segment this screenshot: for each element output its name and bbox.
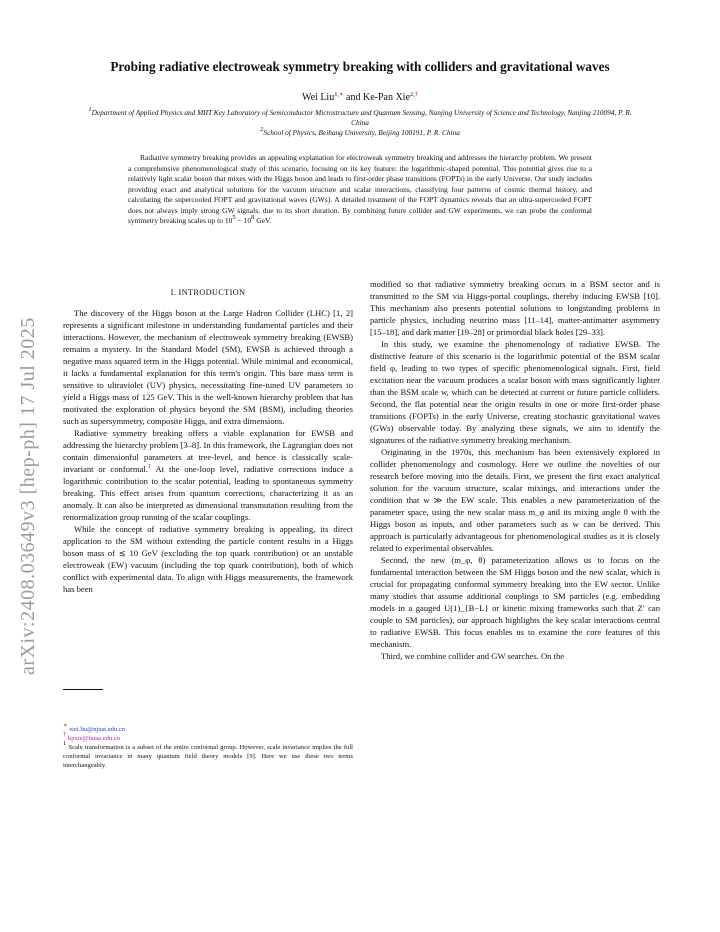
abstract-dash: − xyxy=(235,216,244,225)
left-column xyxy=(63,287,353,595)
intro-paragraph-8: Third, we combine collider and GW searches. On the xyxy=(381,651,565,661)
footnote-email-2 xyxy=(63,731,353,743)
email-link-2[interactable]: kpxie@buaa.edu.cn xyxy=(67,735,121,742)
abstract-text: Radiative symmetry breaking provides an appealing explanation for electroweak symmetry breaking and addresses the hierarchy problem. We present a comprehensive phenomenological study of this scenario, focusing on its key feature: the logarithmic-shaped potential. This potential gives rise to a relatively light scalar boson that mixes with the Higgs boson and leads to first-order phase transitions (FOPTs) in the early Universe. Our study includes providing exact and analytical solutions for the vacuum structure and scalar interactions, classifying four patterns of cosmic thermal history, and calculating the supercooled FOPT and gravitational waves (GWs). A detailed treatment of the FOPT dynamics reveals that an ultra-supercooled FOPT does not always imply strong GW signals, due to its short duration. By combining future collider and GW experiments, we can probe the conformal symmetry breaking scales up to xyxy=(128,153,592,225)
affiliation-2-number: 2 xyxy=(260,126,264,133)
arxiv-identifier: arXiv:2408.03649v3 [hep-ph] 17 Jul 2025 xyxy=(17,317,39,675)
author-1-name: Wei Liu xyxy=(301,92,335,103)
footnote-1-ref[interactable]: 1 xyxy=(147,463,152,470)
abstract-scale-low: $10^5$ xyxy=(224,214,236,225)
abstract xyxy=(128,153,592,227)
footnotes xyxy=(63,722,353,770)
section-heading: I. INTRODUCTION xyxy=(170,288,246,297)
affiliations xyxy=(80,108,640,138)
affiliation-1-number: 1 xyxy=(88,106,92,113)
footnote-email-1 xyxy=(63,722,353,734)
footnote-email-1-mark: ∗ xyxy=(63,722,68,729)
intro-paragraph-2-text-a: Radiative symmetry breaking offers a viable explanation for EWSB and addressing the hierarchy problem [3–8]. In this framework, the Lagrangian does not contain dimensionful parameters at tree-level, and hence is classically scale-invariant or conformal. xyxy=(63,428,353,474)
intro-paragraph-4: modified so that radiative symmetry breaking occurs in a BSM sector and is transmitted to the SM via Higgs-portal couplings, thereby inducing EWSB [10]. This mechanism also presents potential solutions to longstanding problems in particle physics, including neutrino mass [11–14], matter-antimatter asymmetry [15–18], and dark matter [19–28] or primordial black holes [29–33]. xyxy=(370,279,660,337)
footnote-divider xyxy=(63,689,103,690)
intro-paragraph-1: The discovery of the Higgs boson at the Large Hadron Collider (LHC) [1, 2] represents a significant milestone in understanding fundamental particles and their interactions. However, the mechanism of electroweak symmetry breaking (EWSB) remains a mystery. In the Standard Model (SM), EWSB is achieved through a negative mass squared term in the Higgs potential. While minimal and economical, it lacks a fundamental explanation for this term's origin. This bare mass term is sensitive to ultraviolet (UV) physics, necessitating fine-tuned UV parameters to yield a Higgs mass of 125 GeV. This is the well-known hierarchy problem that has motivated the exploration of physics beyond the SM (BSM), including theories such as supersymmetry, composite Higgs, and extra dimensions. xyxy=(63,308,353,426)
intro-paragraph-2 xyxy=(63,427,353,523)
intro-paragraph-3: While the concept of radiative symmetry breaking is appealing, its direct application to the SM without extending the particle content results in a Higgs boson mass of ≲ 10 GeV (excluding the top quark contribution) or an unstable electroweak (EW) vacuum (including the top quark contribution), both of which conflict with experimental data. To align with Higgs measurements, the framework has been xyxy=(63,524,353,594)
intro-paragraph-6: Originating in the 1970s, this mechanism has been extensively explored in collider phenomenology and cosmology. Here we outline the novelties of our research before moving into the details. First, we present the first exact analytical solution for the vacuum structure, scalar mixings, and interactions under the condition that w ≫ the EW scale. This enables a new parameterization of the parameter space, using the new scalar mass m_φ and its mixing angle θ with the Higgs boson as inputs, and other parameters such as w can be derived. This approach is particularly advantageous for phenomenological studies as it is closely related to experimental observables. xyxy=(370,447,660,553)
intro-paragraph-5: In this study, we examine the phenomenology of radiative EWSB. The distinctive feature of this scenario is the logarithmic potential of the BSM scalar field φ, leading to two types of specific phenomenological signals. First, field excitation near the vacuum produces a scalar boson with mass significantly lighter than the BSM scale w, which can be detected at current or future particle colliders. Second, the flat potential near the origin results in one or more first-order phase transitions (FOPTs) in the early Universe, creating stochastic gravitational waves (GWs) observable today. By analyzing these signals, we aim to identify the signatures of the radiative symmetry breaking mechanism. xyxy=(370,339,660,445)
footnote-1 xyxy=(63,740,353,770)
author-conjunction: and xyxy=(346,92,361,103)
author-2-email-mark[interactable]: † xyxy=(414,91,419,98)
abstract-scale-high: $10^8$ xyxy=(243,214,255,225)
author-2-affil-sup: 2, xyxy=(409,91,415,98)
intro-paragraph-2-text-b: At the one-loop level, radiative corrections induce a logarithmic contribution to the scalar potential, leading to spontaneous symmetry breaking. This effect arises from quantum corrections, characterizing it as an anomaly. It can also be interpreted as dimensional transmutation resulting from the renormalization group running of the scalar couplings. xyxy=(63,464,353,522)
paper-title: Probing radiative electroweak symmetry breaking with colliders and gravitational waves xyxy=(110,59,610,74)
author-line xyxy=(60,92,660,103)
email-link-1[interactable]: wei.liu@njust.edu.cn xyxy=(69,726,126,733)
arxiv-side-stamp xyxy=(2,250,44,680)
footnote-1-number: 1 xyxy=(63,740,67,747)
abstract-unit: GeV. xyxy=(254,216,272,225)
footnote-1-text: Scale transformation is a subset of the entire conformal group. However, scale invariance implies the full conformal invariance in many quantum field theory models [9]. Here we use these two terms interchangeably. xyxy=(63,744,353,769)
right-column xyxy=(370,278,660,662)
affiliation-1-text: Department of Applied Physics and MIIT Key Laboratory of Semiconductor Microstructure and Quantum Sensing, Nanjing University of Science and Technology, Nanjing 210094, P. R. China xyxy=(91,108,632,127)
affiliation-1 xyxy=(80,108,640,128)
footnote-email-2-mark: † xyxy=(63,731,67,738)
author-1-affil-sup: 1, xyxy=(334,91,340,98)
intro-paragraph-7: Second, the new (m_φ, θ) parameterization allows us to focus on the fundamental interaction between the SM Higgs boson and the new scalar, which is crucial for propagating conformal symmetry breaking into the EW sector. Unlike many studies that assume additional couplings to SM particles (e.g. embedding models in a gauged U(1)_{B−L} or kinetic mixing frameworks such that Z′ can couple to SM particles), our approach highlights the key scalar interactions central to radiative EWSB. This focus enables us to examine the core features of this mechanism. xyxy=(370,555,660,649)
author-1-email-mark[interactable]: ∗ xyxy=(339,91,344,98)
author-2-name: Ke-Pan Xie xyxy=(362,92,410,103)
affiliation-2-text: School of Physics, Beihang University, Beijing 100191, P. R. China xyxy=(263,128,460,137)
affiliation-2 xyxy=(80,128,640,138)
